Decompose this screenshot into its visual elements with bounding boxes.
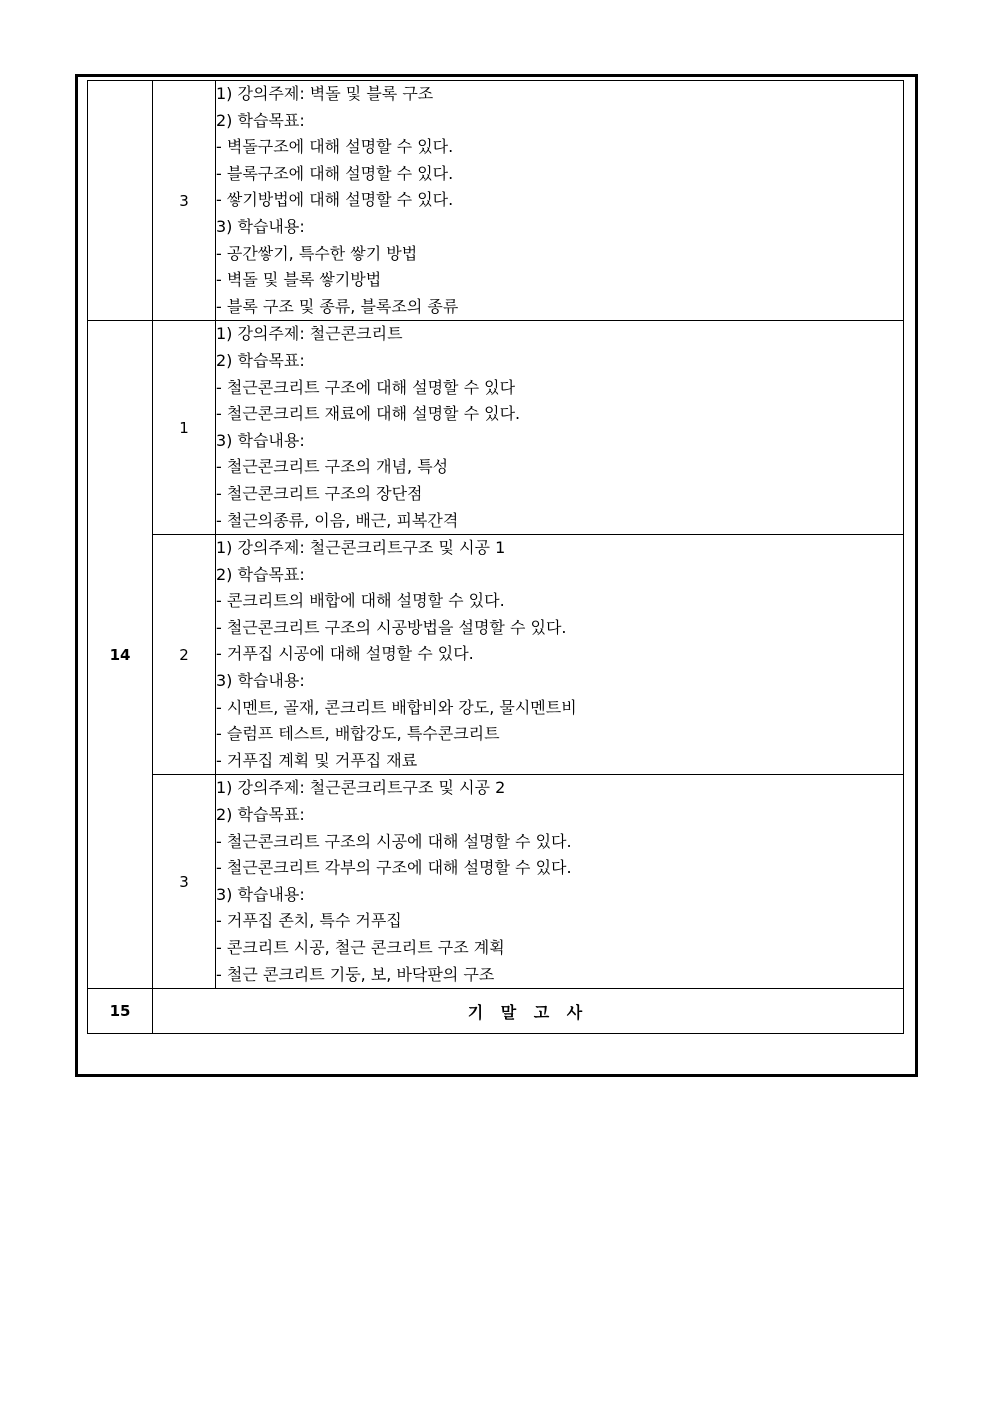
content-line: - 철근콘크리트 구조의 장단점 bbox=[216, 483, 423, 503]
content-line: - 철근의종류, 이음, 배근, 피복간격 bbox=[216, 510, 459, 530]
content-line: 2) 학습목표: bbox=[216, 564, 305, 584]
content-cell bbox=[216, 81, 904, 321]
content-line: - 공간쌓기, 특수한 쌓기 방법 bbox=[216, 243, 418, 263]
content-line: - 콘크리트의 배합에 대해 설명할 수 있다. bbox=[216, 591, 505, 611]
content-line: 1) 강의주제: 철근콘크리트구조 및 시공 2 bbox=[216, 778, 506, 798]
content-line: 1) 강의주제: 철근콘크리트구조 및 시공 1 bbox=[216, 538, 506, 558]
content-line: - 거푸집 시공에 대해 설명할 수 있다. bbox=[216, 644, 474, 664]
content-line: 1) 강의주제: 벽돌 및 블록 구조 bbox=[216, 84, 434, 103]
week-cell-13-continued bbox=[88, 81, 153, 321]
session-cell: 3 bbox=[153, 775, 216, 989]
content-line: 3) 학습내용: bbox=[216, 216, 305, 236]
content-line: - 철근콘크리트 각부의 구조에 대해 설명할 수 있다. bbox=[216, 858, 572, 878]
content-line: 3) 학습내용: bbox=[216, 671, 305, 691]
content-cell bbox=[216, 775, 904, 989]
session-cell: 2 bbox=[153, 535, 216, 775]
content-line: - 벽돌구조에 대해 설명할 수 있다. bbox=[216, 137, 454, 157]
content-line: - 철근 콘크리트 기둥, 보, 바닥판의 구조 bbox=[216, 964, 495, 984]
session-cell: 3 bbox=[153, 81, 216, 321]
content-line: - 블록구조에 대해 설명할 수 있다. bbox=[216, 163, 454, 183]
content-line: - 쌓기방법에 대해 설명할 수 있다. bbox=[216, 190, 454, 210]
content-line: 1) 강의주제: 철근콘크리트 bbox=[216, 324, 403, 344]
week-cell: 15 bbox=[88, 989, 153, 1034]
week-cell: 14 bbox=[88, 321, 153, 989]
content-line: - 콘크리트 시공, 철근 콘크리트 구조 계획 bbox=[216, 938, 505, 957]
content-cell bbox=[216, 535, 904, 775]
content-line: - 철근콘크리트 구조의 개념, 특성 bbox=[216, 457, 449, 477]
table-row-exam bbox=[88, 989, 904, 1034]
content-line: - 슬럼프 테스트, 배합강도, 특수콘크리트 bbox=[216, 724, 500, 744]
exam-title: 기 말 고 사 bbox=[153, 989, 904, 1034]
content-line: 2) 학습목표: bbox=[216, 350, 305, 370]
session-cell: 1 bbox=[153, 321, 216, 535]
content-line: 3) 학습내용: bbox=[216, 884, 305, 904]
content-line: 2) 학습목표: bbox=[216, 110, 305, 130]
content-line: - 시멘트, 골재, 콘크리트 배합비와 강도, 물시멘트비 bbox=[216, 697, 577, 717]
content-line: - 거푸집 존치, 특수 거푸집 bbox=[216, 911, 402, 931]
content-line: 2) 학습목표: bbox=[216, 805, 305, 825]
content-line: - 철근콘크리트 재료에 대해 설명할 수 있다. bbox=[216, 404, 521, 424]
content-line: - 거푸집 계획 및 거푸집 재료 bbox=[216, 750, 418, 770]
content-line: 3) 학습내용: bbox=[216, 430, 305, 450]
syllabus-table bbox=[87, 80, 904, 1034]
table-row bbox=[88, 775, 904, 989]
content-line: - 블록 구조 및 종류, 블록조의 종류 bbox=[216, 296, 459, 316]
content-line: - 철근콘크리트 구조의 시공방법을 설명할 수 있다. bbox=[216, 617, 567, 637]
table-row bbox=[88, 81, 904, 321]
table-row bbox=[88, 535, 904, 775]
content-line: - 철근콘크리트 구조의 시공에 대해 설명할 수 있다. bbox=[216, 831, 572, 851]
content-line: - 벽돌 및 블록 쌓기방법 bbox=[216, 270, 382, 290]
content-line: - 철근콘크리트 구조에 대해 설명할 수 있다 bbox=[216, 377, 516, 397]
table-row bbox=[88, 321, 904, 535]
content-cell bbox=[216, 321, 904, 535]
